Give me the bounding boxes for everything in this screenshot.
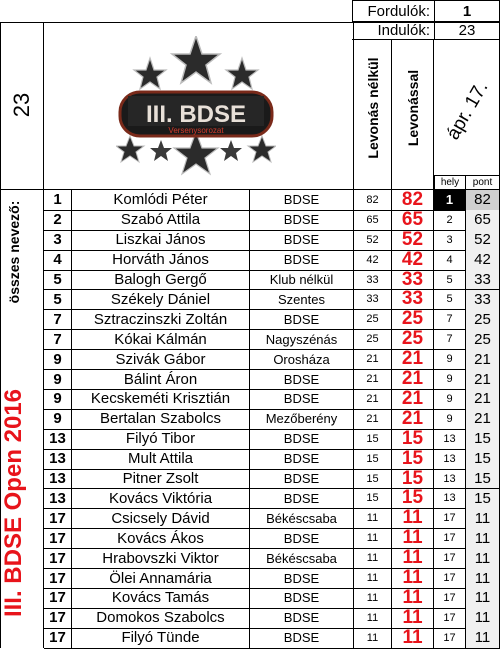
round-points: 33 bbox=[466, 290, 500, 311]
player-name: Mult Attila bbox=[72, 449, 250, 470]
round-points: 82 bbox=[466, 190, 500, 211]
col-header-raw-label: Levonás nélkül bbox=[365, 57, 381, 159]
club-cell: BDSE bbox=[250, 568, 354, 589]
player-name: Kecskeméti Krisztián bbox=[72, 389, 250, 410]
round-place: 17 bbox=[434, 608, 466, 629]
rank-cell: 13 bbox=[44, 429, 72, 450]
final-score: 82 bbox=[392, 190, 434, 211]
round-points: 11 bbox=[466, 588, 500, 609]
round-points: 11 bbox=[466, 528, 500, 549]
final-score: 21 bbox=[392, 369, 434, 390]
player-name: Szivák Gábor bbox=[72, 349, 250, 370]
final-score: 11 bbox=[392, 628, 434, 649]
rank-cell: 5 bbox=[44, 290, 72, 311]
round-place: 7 bbox=[434, 329, 466, 350]
round-date: ápr. 17. bbox=[442, 78, 493, 144]
round-points: 11 bbox=[466, 608, 500, 629]
round-points: 21 bbox=[466, 349, 500, 370]
final-score: 15 bbox=[392, 449, 434, 470]
player-name: Balogh Gergő bbox=[72, 270, 250, 291]
round-place: 17 bbox=[434, 508, 466, 529]
final-score: 11 bbox=[392, 528, 434, 549]
logo-main-text: III. BDSE bbox=[145, 101, 247, 128]
final-score: 42 bbox=[392, 250, 434, 271]
round-points: 52 bbox=[466, 230, 500, 251]
raw-score: 33 bbox=[354, 290, 392, 311]
rank-cell: 17 bbox=[44, 548, 72, 569]
rank-cell: 9 bbox=[44, 389, 72, 410]
player-name: Kovács Viktória bbox=[72, 489, 250, 510]
club-cell: BDSE bbox=[250, 389, 354, 410]
round-place: 13 bbox=[434, 429, 466, 450]
final-score: 25 bbox=[392, 309, 434, 330]
rank-cell: 7 bbox=[44, 329, 72, 350]
logo-sub-text: Versenysorozat bbox=[168, 126, 224, 135]
final-score: 11 bbox=[392, 548, 434, 569]
round-place: 17 bbox=[434, 628, 466, 649]
player-name: Komlódi Péter bbox=[72, 190, 250, 211]
raw-score: 21 bbox=[354, 409, 392, 430]
rank-cell: 13 bbox=[44, 489, 72, 510]
club-cell: Békéscsaba bbox=[250, 548, 354, 569]
club-cell: BDSE bbox=[250, 588, 354, 609]
rank-cell: 17 bbox=[44, 528, 72, 549]
player-name: Kovács Ákos bbox=[72, 528, 250, 549]
round-place: 7 bbox=[434, 309, 466, 330]
player-name: Bálint Áron bbox=[72, 369, 250, 390]
rank-cell: 9 bbox=[44, 369, 72, 390]
final-score: 11 bbox=[392, 508, 434, 529]
round-points: 42 bbox=[466, 250, 500, 271]
round-place: 9 bbox=[434, 369, 466, 390]
club-cell: Szentes bbox=[250, 290, 354, 311]
rank-cell: 5 bbox=[44, 270, 72, 291]
player-name: Horváth János bbox=[72, 250, 250, 271]
club-cell: BDSE bbox=[250, 489, 354, 510]
club-cell: Orosháza bbox=[250, 349, 354, 370]
round-place: 13 bbox=[434, 489, 466, 510]
round-points: 25 bbox=[466, 309, 500, 330]
rank-cell: 4 bbox=[44, 250, 72, 271]
rank-cell: 13 bbox=[44, 469, 72, 490]
round-place: 13 bbox=[434, 469, 466, 490]
round-points: 65 bbox=[466, 210, 500, 231]
round-place: 4 bbox=[434, 250, 466, 271]
round-place: 17 bbox=[434, 568, 466, 589]
bdse-logo bbox=[116, 36, 276, 176]
round-place: 1 bbox=[434, 190, 466, 211]
raw-score: 11 bbox=[354, 608, 392, 629]
club-cell: BDSE bbox=[250, 190, 354, 211]
final-score: 33 bbox=[392, 270, 434, 291]
final-score: 15 bbox=[392, 429, 434, 450]
final-score: 11 bbox=[392, 568, 434, 589]
event-title: III. BDSE Open 2016 bbox=[0, 388, 27, 618]
final-score: 21 bbox=[392, 389, 434, 410]
club-cell: BDSE bbox=[250, 309, 354, 330]
raw-score: 33 bbox=[354, 270, 392, 291]
club-cell: BDSE bbox=[250, 628, 354, 649]
round-points: 11 bbox=[466, 548, 500, 569]
pont-header: pont bbox=[466, 175, 500, 190]
round-points: 21 bbox=[466, 409, 500, 430]
round-points: 33 bbox=[466, 270, 500, 291]
round-place: 9 bbox=[434, 349, 466, 370]
final-score: 11 bbox=[392, 588, 434, 609]
club-cell: Békéscsaba bbox=[250, 508, 354, 529]
raw-score: 25 bbox=[354, 329, 392, 350]
club-cell: BDSE bbox=[250, 210, 354, 231]
round-place: 17 bbox=[434, 588, 466, 609]
player-name: Szabó Attila bbox=[72, 210, 250, 231]
rank-cell: 3 bbox=[44, 230, 72, 251]
round-place: 2 bbox=[434, 210, 466, 231]
player-name: Pitner Zsolt bbox=[72, 469, 250, 490]
player-name: Hrabovszki Viktor bbox=[72, 548, 250, 569]
club-cell: BDSE bbox=[250, 230, 354, 251]
final-score: 21 bbox=[392, 349, 434, 370]
player-name: Domokos Szabolcs bbox=[72, 608, 250, 629]
final-score: 21 bbox=[392, 409, 434, 430]
raw-score: 11 bbox=[354, 548, 392, 569]
raw-score: 11 bbox=[354, 588, 392, 609]
round-points: 15 bbox=[466, 489, 500, 510]
rank-cell: 17 bbox=[44, 568, 72, 589]
final-score: 33 bbox=[392, 290, 434, 311]
round-points: 21 bbox=[466, 369, 500, 390]
raw-score: 11 bbox=[354, 528, 392, 549]
raw-score: 15 bbox=[354, 429, 392, 450]
final-score: 11 bbox=[392, 608, 434, 629]
rank-cell: 9 bbox=[44, 409, 72, 430]
player-name: Kovács Tamás bbox=[72, 588, 250, 609]
player-name: Bertalan Szabolcs bbox=[72, 409, 250, 430]
round-points: 11 bbox=[466, 508, 500, 529]
club-cell: Nagyszénás bbox=[250, 329, 354, 350]
hely-header: hely bbox=[434, 175, 466, 190]
entrants-value: 23 bbox=[434, 22, 500, 40]
raw-score: 11 bbox=[354, 628, 392, 649]
raw-score: 25 bbox=[354, 309, 392, 330]
club-cell: BDSE bbox=[250, 369, 354, 390]
player-name: Liszkai János bbox=[72, 230, 250, 251]
rank-cell: 9 bbox=[44, 349, 72, 370]
round-points: 25 bbox=[466, 329, 500, 350]
raw-score: 15 bbox=[354, 449, 392, 470]
final-score: 25 bbox=[392, 329, 434, 350]
round-place: 9 bbox=[434, 409, 466, 430]
round-points: 21 bbox=[466, 389, 500, 410]
final-score: 15 bbox=[392, 469, 434, 490]
round-points: 15 bbox=[466, 469, 500, 490]
club-cell: BDSE bbox=[250, 608, 354, 629]
rank-cell: 17 bbox=[44, 608, 72, 629]
round-place: 13 bbox=[434, 449, 466, 470]
rank-cell: 2 bbox=[44, 210, 72, 231]
round-place: 5 bbox=[434, 270, 466, 291]
raw-score: 11 bbox=[354, 508, 392, 529]
total-label: összes nevező: bbox=[6, 200, 22, 304]
logo-box bbox=[44, 22, 354, 190]
player-name: Székely Dániel bbox=[72, 290, 250, 311]
round-place: 3 bbox=[434, 230, 466, 251]
total-count: 23 bbox=[9, 92, 34, 118]
rank-cell: 17 bbox=[44, 588, 72, 609]
player-name: Filyó Tibor bbox=[72, 429, 250, 450]
round-place: 17 bbox=[434, 528, 466, 549]
rank-cell: 13 bbox=[44, 449, 72, 470]
player-name: Sztraczinszki Zoltán bbox=[72, 309, 250, 330]
raw-score: 21 bbox=[354, 349, 392, 370]
rounds-value: 1 bbox=[434, 0, 500, 22]
player-name: Kókai Kálmán bbox=[72, 329, 250, 350]
club-cell: BDSE bbox=[250, 528, 354, 549]
raw-score: 11 bbox=[354, 568, 392, 589]
rank-cell: 7 bbox=[44, 309, 72, 330]
rank-cell: 1 bbox=[44, 190, 72, 211]
round-points: 11 bbox=[466, 568, 500, 589]
raw-score: 21 bbox=[354, 389, 392, 410]
raw-score: 21 bbox=[354, 369, 392, 390]
rank-cell: 17 bbox=[44, 628, 72, 649]
round-place: 17 bbox=[434, 548, 466, 569]
rank-cell: 17 bbox=[44, 508, 72, 529]
final-score: 65 bbox=[392, 210, 434, 231]
club-cell: Klub nélkül bbox=[250, 270, 354, 291]
player-name: Csicsely Dávid bbox=[72, 508, 250, 529]
raw-score: 52 bbox=[354, 230, 392, 251]
raw-score: 15 bbox=[354, 469, 392, 490]
round-place: 9 bbox=[434, 389, 466, 410]
final-score: 15 bbox=[392, 489, 434, 510]
raw-score: 82 bbox=[354, 190, 392, 211]
round-points: 15 bbox=[466, 449, 500, 470]
rounds-label: Fordulók: bbox=[352, 0, 434, 22]
raw-score: 15 bbox=[354, 489, 392, 510]
player-name: Ölei Annamária bbox=[72, 568, 250, 589]
col-header-score-label: Levonással bbox=[405, 69, 421, 147]
round-points: 11 bbox=[466, 628, 500, 649]
club-cell: BDSE bbox=[250, 429, 354, 450]
final-score: 52 bbox=[392, 230, 434, 251]
round-place: 5 bbox=[434, 290, 466, 311]
club-cell: BDSE bbox=[250, 250, 354, 271]
entrants-label: Indulók: bbox=[352, 22, 434, 40]
round-points: 15 bbox=[466, 429, 500, 450]
raw-score: 65 bbox=[354, 210, 392, 231]
raw-score: 42 bbox=[354, 250, 392, 271]
club-cell: BDSE bbox=[250, 469, 354, 490]
club-cell: Mezőberény bbox=[250, 409, 354, 430]
player-name: Filyó Tünde bbox=[72, 628, 250, 649]
club-cell: BDSE bbox=[250, 449, 354, 470]
